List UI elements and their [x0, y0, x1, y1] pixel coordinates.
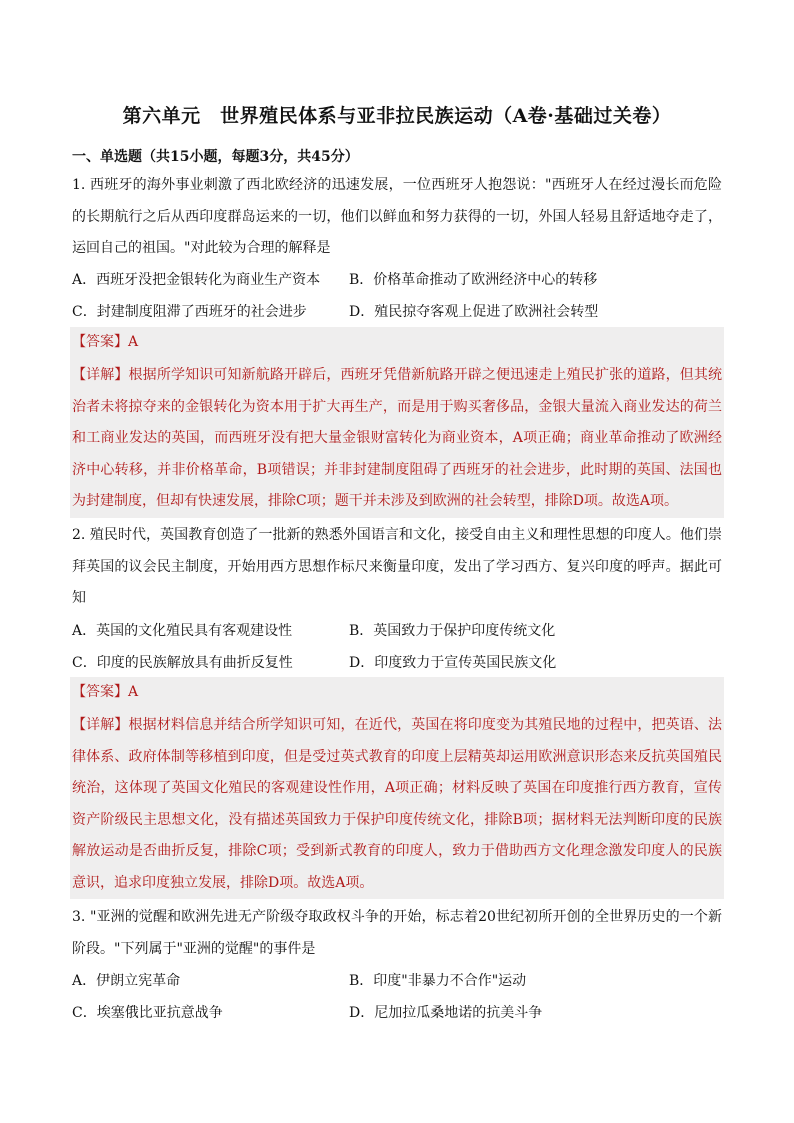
- question-2-option-d: D．印度致力于宣传英国民族文化: [349, 655, 557, 671]
- question-1-detail: [72, 360, 722, 518]
- question-2-option-b: B．英国致力于保护印度传统文化: [349, 623, 556, 639]
- question-2-option-a: A．英国的文化殖民具有客观建设性: [72, 623, 293, 639]
- detail-label: 【详解】: [72, 367, 129, 383]
- question-1-option-a: A．西班牙没把金银转化为商业生产资本: [72, 272, 321, 288]
- section-heading: 一、单选题（共15小题，每题3分，共45分）: [72, 149, 359, 165]
- answer-label: 【答案】: [72, 684, 128, 700]
- answer-value: A: [128, 334, 139, 350]
- question-3-option-d: D．尼加拉瓜桑地诺的抗美斗争: [349, 1005, 543, 1021]
- question-1-stem: 1. 西班牙的海外事业刺激了西北欧经济的迅速发展，一位西班牙人抱怨说："西班牙人在经过漫长而危险的长期航行之后从西印度群岛运来的一切，他们以鲜血和努力获得的一切，外国人轻易且舒适地夺走了，运回自己的祖国。"对此较为合理的解释是: [72, 177, 722, 256]
- question-1-answer: [72, 327, 138, 358]
- detail-label: 【详解】: [72, 717, 129, 733]
- question-3-stem: 3. "亚洲的觉醒和欧洲先进无产阶级夺取政权斗争的开始，标志着20世纪初所开创的全世界历史的一个新阶段。"下列属于"亚洲的觉醒"的事件是: [72, 909, 722, 957]
- question-2-option-c: C．印度的民族解放具有曲折反复性: [72, 655, 293, 671]
- question-3-option-a: A．伊朗立宪革命: [72, 973, 181, 989]
- question-3-option-b: B．印度"非暴力不合作"运动: [349, 973, 527, 989]
- question-1-option-d: D．殖民掠夺客观上促进了欧洲社会转型: [349, 304, 599, 320]
- answer-value: A: [128, 684, 139, 700]
- answer-label: 【答案】: [72, 334, 128, 350]
- question-3-option-c: C．埃塞俄比亚抗意战争: [72, 1005, 223, 1021]
- question-2-detail: [72, 710, 722, 899]
- question-1-option-c: C．封建制度阻滞了西班牙的社会进步: [72, 304, 307, 320]
- detail-text: 根据材料信息并结合所学知识可知，在近代，英国在将印度变为其殖民地的过程中，把英语、法律体系、政府体制等移植到印度，但是受过英式教育的印度上层精英却运用欧洲意识形态来反抗英国殖民统治，这体现了英国文化殖民的客观建设性作用，A项正确；材料反映了英国在印度推行西方教育，宣传资产阶级民主思想文化，没有描述英国致力于保护印度传统文化，排除B项；据材料无法判断印度的民族解放运动是否曲折反复，排除C项；受到新式教育的印度人，致力于借助西方文化理念激发印度人的民族意识，追求印度独立发展，排除D项。故选A项。: [72, 717, 723, 891]
- question-1-option-b: B．价格革命推动了欧洲经济中心的转移: [349, 272, 598, 288]
- document-title: 第六单元 世界殖民体系与亚非拉民族运动（A卷·基础过关卷）: [122, 105, 672, 127]
- detail-text: 根据所学知识可知新航路开辟后，西班牙凭借新航路开辟之便迅速走上殖民扩张的道路，但其统治者未将掠夺来的金银转化为资本用于扩大再生产，而是用于购买奢侈品，金银大量流入商业发达的荷兰和工商业发达的英国，而西班牙没有把大量金银财富转化为商业资本，A项正确；商业革命推动了欧洲经济中心转移，并非价格革命，B项错误；并非封建制度阻碍了西班牙的社会进步，此时期的英国、法国也为封建制度，但却有快速发展，排除C项；题干并未涉及到欧洲的社会转型，排除D项。故选A项。: [72, 367, 723, 509]
- question-2-stem: 2. 殖民时代，英国教育创造了一批新的熟悉外国语言和文化，接受自由主义和理性思想的印度人。他们崇拜英国的议会民主制度，开始用西方思想作标尺来衡量印度，发出了学习西方、复兴印度的呼声。据此可知: [72, 527, 722, 606]
- question-2-answer: [72, 677, 138, 708]
